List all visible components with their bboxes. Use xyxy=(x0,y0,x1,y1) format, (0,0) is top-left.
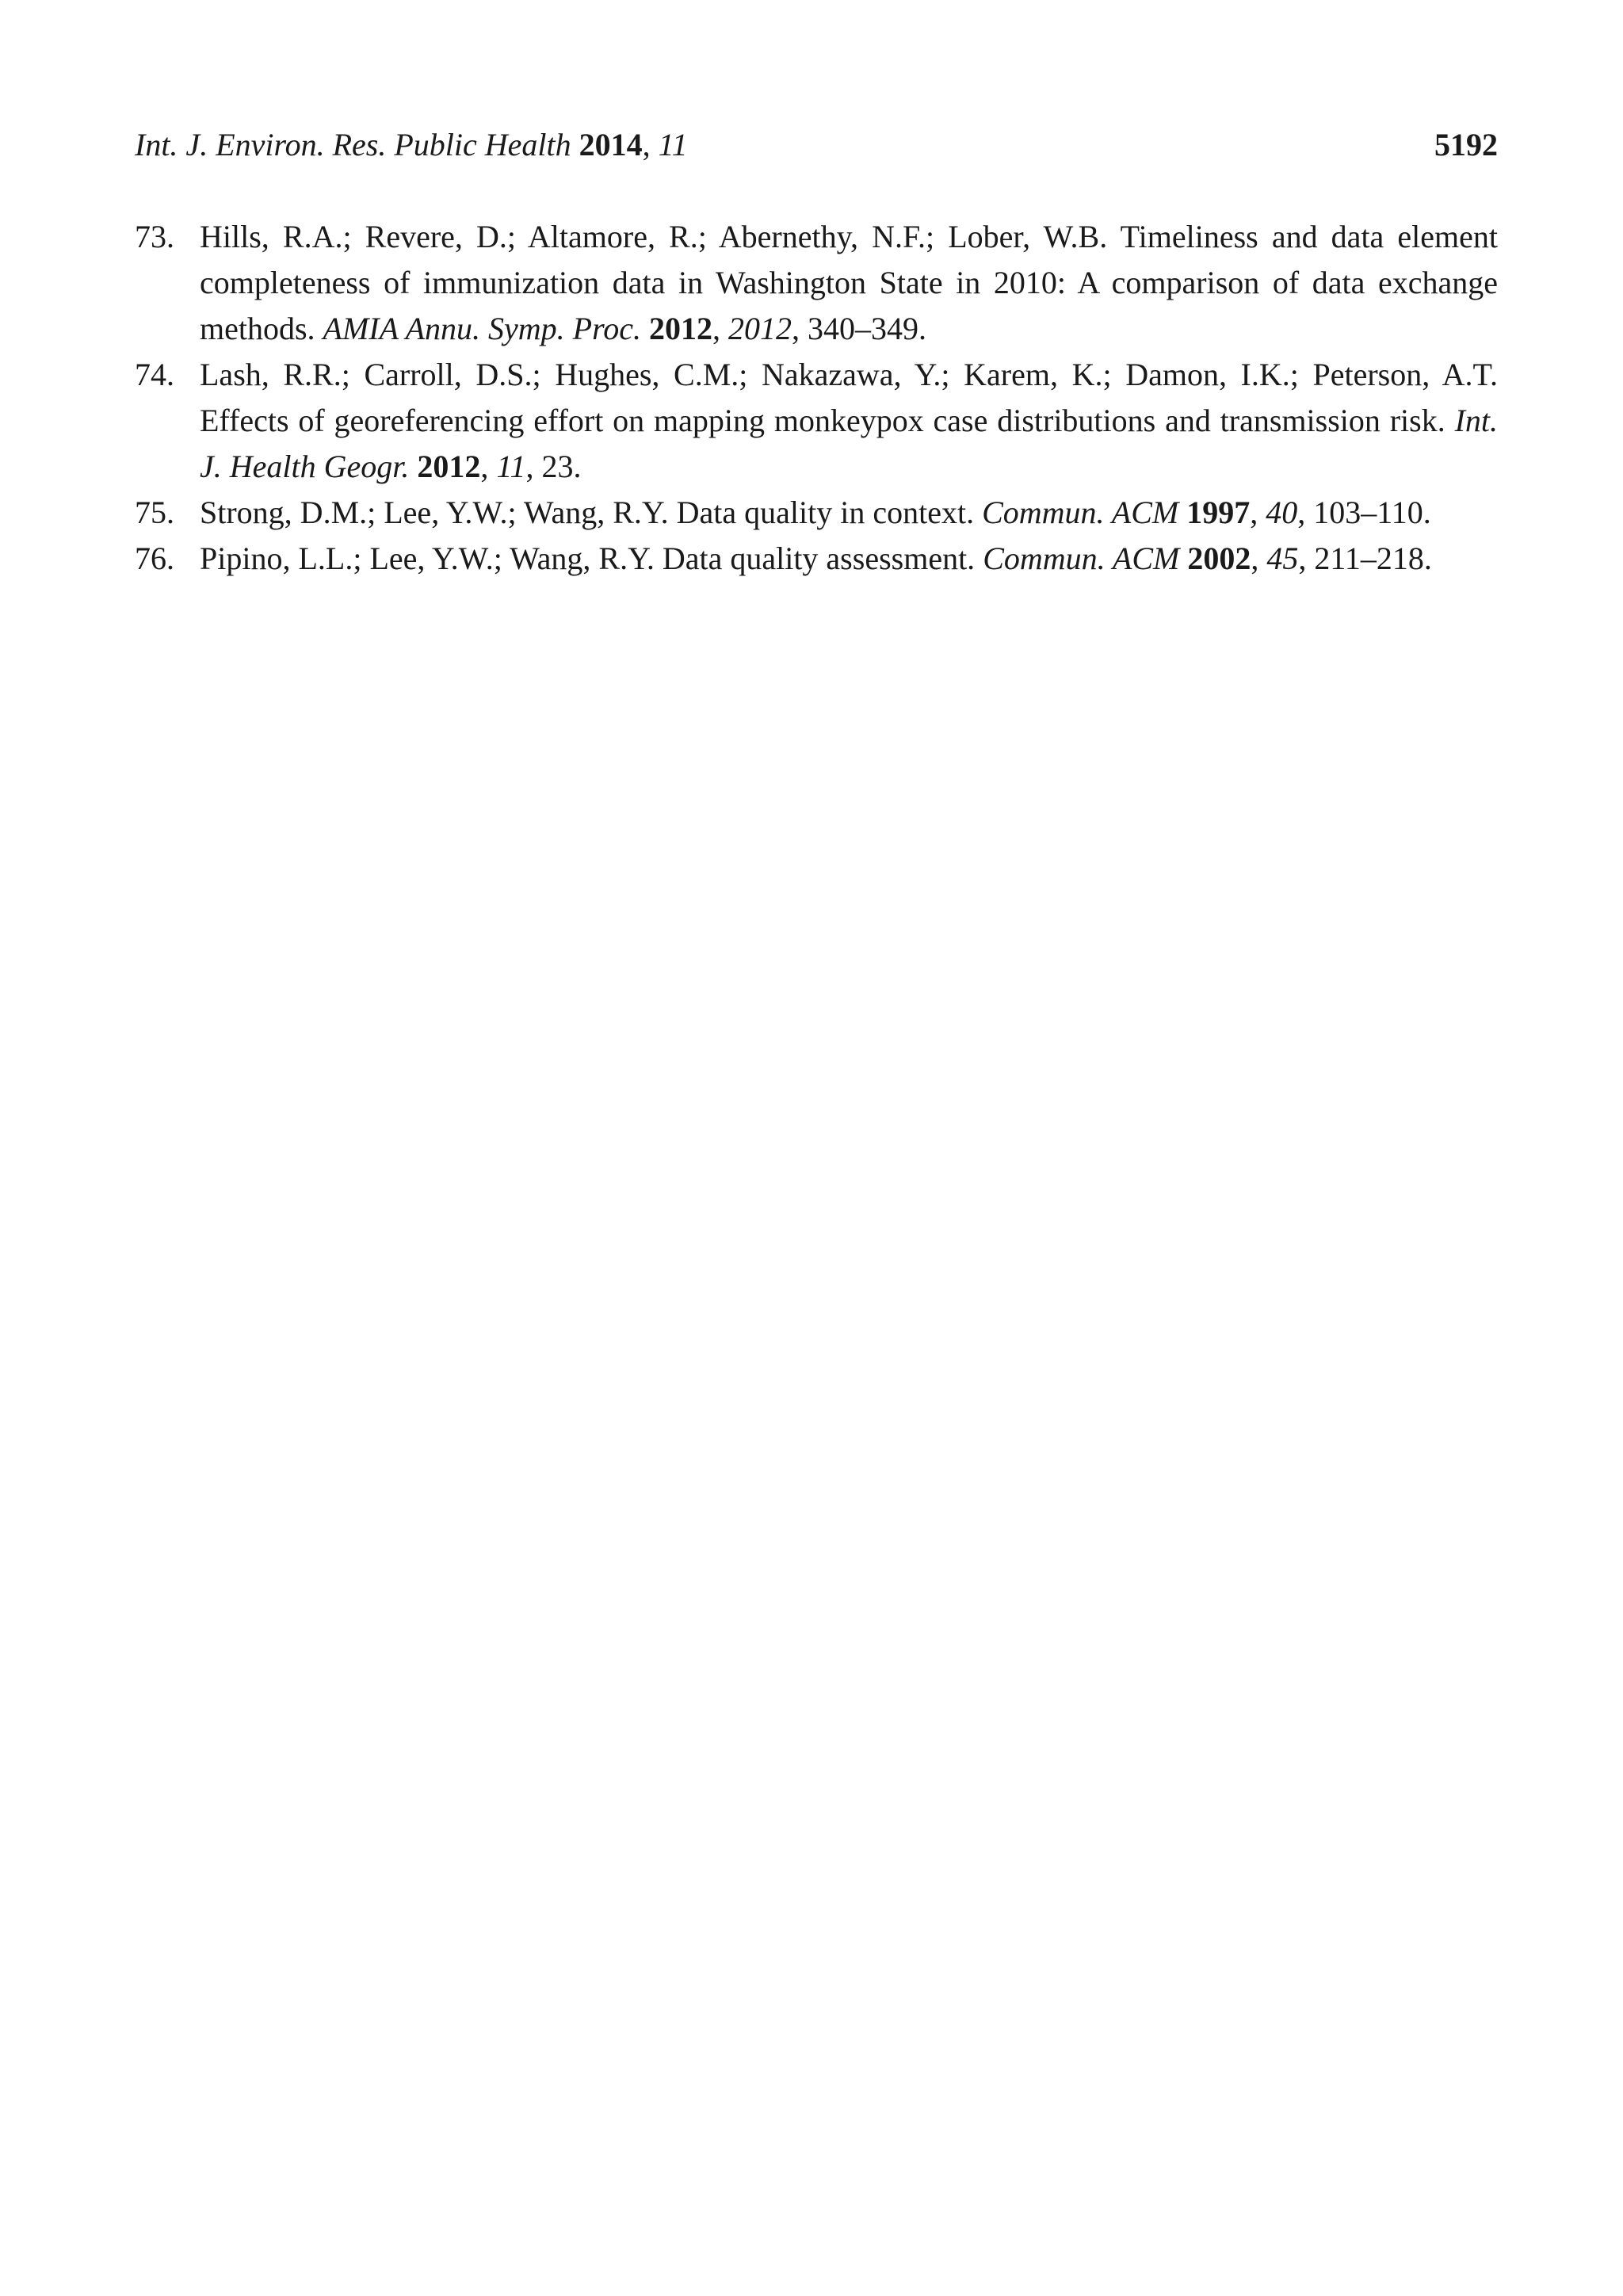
reference-item: 75. Strong, D.M.; Lee, Y.W.; Wang, R.Y. Data quality in context. Commun. ACM 1997, 40, 103–110. xyxy=(135,490,1498,536)
reference-volume: 40 xyxy=(1266,495,1298,530)
reference-year: 1997 xyxy=(1186,495,1251,530)
reference-journal: Commun. ACM xyxy=(983,541,1180,576)
reference-authors: Pipino, L.L.; Lee, Y.W.; Wang, R.Y. xyxy=(200,541,655,576)
reference-pages: , 23. xyxy=(525,449,582,484)
reference-pages: , 340–349. xyxy=(791,311,926,346)
reference-journal: Int. J. Health Geogr. xyxy=(200,403,1498,484)
running-header xyxy=(135,124,1498,166)
reference-pages: , 103–110. xyxy=(1297,495,1431,530)
reference-volume: 11 xyxy=(496,449,526,484)
reference-volume: 45 xyxy=(1266,541,1299,576)
header-year: 2014 xyxy=(579,127,643,162)
reference-title: Data quality in context. xyxy=(668,495,983,530)
reference-journal: Commun. ACM xyxy=(982,495,1179,530)
reference-year: 2012 xyxy=(648,311,712,346)
journal-abbrev: Int. J. Environ. Res. Public Health xyxy=(135,127,571,162)
reference-number: 76. xyxy=(135,541,174,576)
reference-item: 73. Hills, R.A.; Revere, D.; Altamore, R.; Abernethy, N.F.; Lober, W.B. Timeliness and data element completeness of immunization data in Washington State in 2010: A comparison of data exchange methods. AMIA Annu. Symp. Proc. 2012, 2012, 340–349. xyxy=(135,214,1498,352)
header-volume: 11 xyxy=(658,127,688,162)
reference-pages: , 211–218. xyxy=(1298,541,1432,576)
page-number: 5192 xyxy=(1434,127,1498,162)
reference-number: 74. xyxy=(135,357,174,392)
reference-item: 74. Lash, R.R.; Carroll, D.S.; Hughes, C.M.; Nakazawa, Y.; Karem, K.; Damon, I.K.; Peterson, A.T. Effects of georeferencing effort on mapping monkeypox case distributions and transmission risk. Int. J. Health Geogr. 2012, 11, 23. xyxy=(135,352,1498,490)
reference-authors: Lash, R.R.; Carroll, D.S.; Hughes, C.M.; Nakazawa, Y.; Karem, K.; Damon, I.K.; Peterson, A.T. xyxy=(200,357,1498,392)
reference-title: Data quality assessment. xyxy=(654,541,983,576)
journal-citation: Int. J. Environ. Res. Public Health 2014, 11 xyxy=(135,127,688,162)
reference-item: 76. Pipino, L.L.; Lee, Y.W.; Wang, R.Y. Data quality assessment. Commun. ACM 2002, 45, 211–218. xyxy=(135,536,1498,582)
reference-number: 75. xyxy=(135,495,174,530)
reference-year: 2002 xyxy=(1187,541,1251,576)
reference-year: 2012 xyxy=(417,449,481,484)
reference-authors: Strong, D.M.; Lee, Y.W.; Wang, R.Y. xyxy=(200,495,669,530)
reference-volume: 2012 xyxy=(727,311,792,346)
reference-title: Timeliness and data element completeness of immunization data in Washington State in 2010: A comparison of data exchange methods. xyxy=(200,219,1499,346)
reference-number: 73. xyxy=(135,219,174,254)
reference-title: Effects of georeferencing effort on mapping monkeypox case distributions and transmission risk. xyxy=(200,403,1455,438)
reference-list xyxy=(135,214,1498,582)
reference-journal: AMIA Annu. Symp. Proc. xyxy=(323,311,641,346)
reference-authors: Hills, R.A.; Revere, D.; Altamore, R.; Abernethy, N.F.; Lober, W.B. xyxy=(200,219,1108,254)
